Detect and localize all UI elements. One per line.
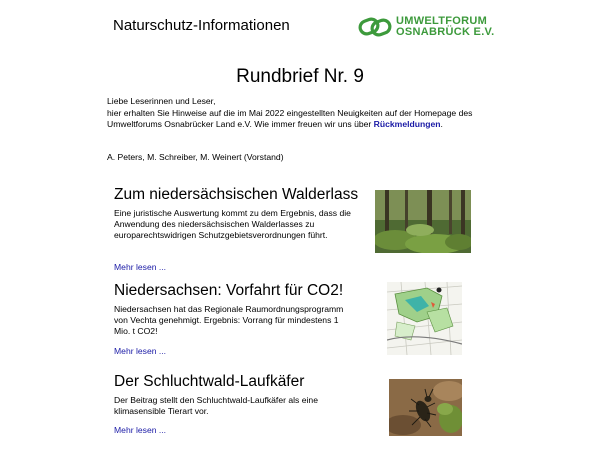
article-title[interactable]: Niedersachsen: Vorfahrt für CO2! <box>114 282 344 299</box>
article-laufkaefer <box>114 373 364 417</box>
intro-paragraph <box>107 96 497 131</box>
read-more-link[interactable]: Mehr lesen ... <box>114 262 167 272</box>
article-co2 <box>114 282 364 337</box>
article-walderlass <box>114 186 364 241</box>
read-more-link[interactable]: Mehr lesen ... <box>114 425 167 435</box>
page-header-title: Naturschutz-Informationen <box>113 17 290 34</box>
newsletter-title: Rundbrief Nr. 9 <box>236 66 364 87</box>
regional-map[interactable] <box>387 282 462 355</box>
logo-line-1: UMWELTFORUM <box>396 15 488 27</box>
beetle-photo[interactable] <box>389 379 462 436</box>
article-teaser: Niedersachsen hat das Regionale Raumordnungsprogramm von Vechta genehmigt. Ergebnis: Vorrang für mindestens 1 Mio. t CO2! <box>114 304 344 336</box>
read-more-link[interactable]: Mehr lesen ... <box>114 346 167 356</box>
intro-end: . <box>440 119 443 129</box>
signers: A. Peters, M. Schreiber, M. Weinert (Vorstand) <box>107 152 284 162</box>
article-title[interactable]: Der Schluchtwald-Laufkäfer <box>114 373 305 390</box>
intro-text: hier erhalten Sie Hinweise auf die im Mai 2022 eingestellten Neuigkeiten auf der Homepage des Umweltforums Osnabrücker Land e.V. Wie immer freuen wir uns über <box>107 107 473 129</box>
logo-line-2: OSNABRÜCK E.V. <box>396 26 495 38</box>
feedback-link[interactable]: Rückmeldungen <box>373 119 441 129</box>
leaf-chain-icon <box>358 14 392 40</box>
article-teaser: Der Beitrag stellt den Schluchtwald-Laufkäfer als eine klimasensible Tierart vor. <box>114 395 318 416</box>
forest-photo[interactable] <box>375 190 471 253</box>
intro-greeting: Liebe Leserinnen und Leser, <box>107 96 216 106</box>
umweltforum-logo[interactable] <box>358 14 495 40</box>
article-teaser: Eine juristische Auswertung kommt zu dem Ergebnis, dass die Anwendung des niedersächsischen Walderlasses zu europarechtswidrigen Schutzgebietsverordnungen führt. <box>114 208 351 240</box>
article-title[interactable]: Zum niedersächsischen Walderlass <box>114 186 359 203</box>
